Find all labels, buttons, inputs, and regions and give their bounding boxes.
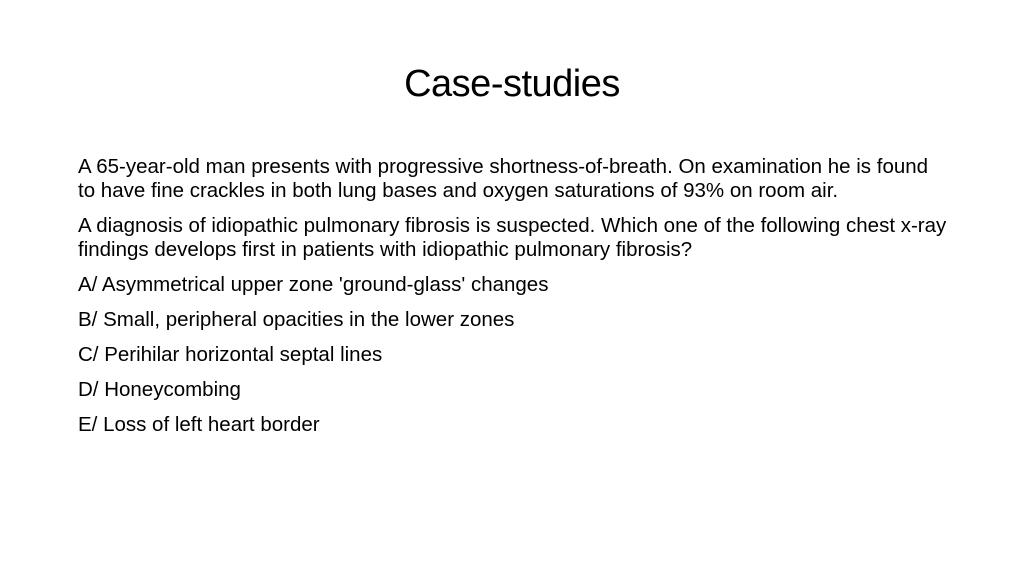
answer-option-d: D/ Honeycombing: [78, 378, 241, 401]
case-description: A 65-year-old man presents with progressive shortness-of-breath. On examination he is found to have fine crackles in both lung bases and oxygen saturations of 93% on room air.: [78, 155, 929, 202]
answer-option-a: A/ Asymmetrical upper zone 'ground-glass' changes: [78, 273, 549, 296]
slide-title: Case-studies: [404, 63, 620, 105]
question-text: A diagnosis of idiopathic pulmonary fibrosis is suspected. Which one of the following chest x-ray findings develops first in patients with idiopathic pulmonary fibrosis?: [78, 214, 947, 261]
slide-body: [78, 155, 948, 448]
answer-option-c: C/ Perihilar horizontal septal lines: [78, 343, 383, 366]
answer-option-e: E/ Loss of left heart border: [78, 413, 320, 436]
answer-option-b: B/ Small, peripheral opacities in the lower zones: [78, 308, 515, 331]
